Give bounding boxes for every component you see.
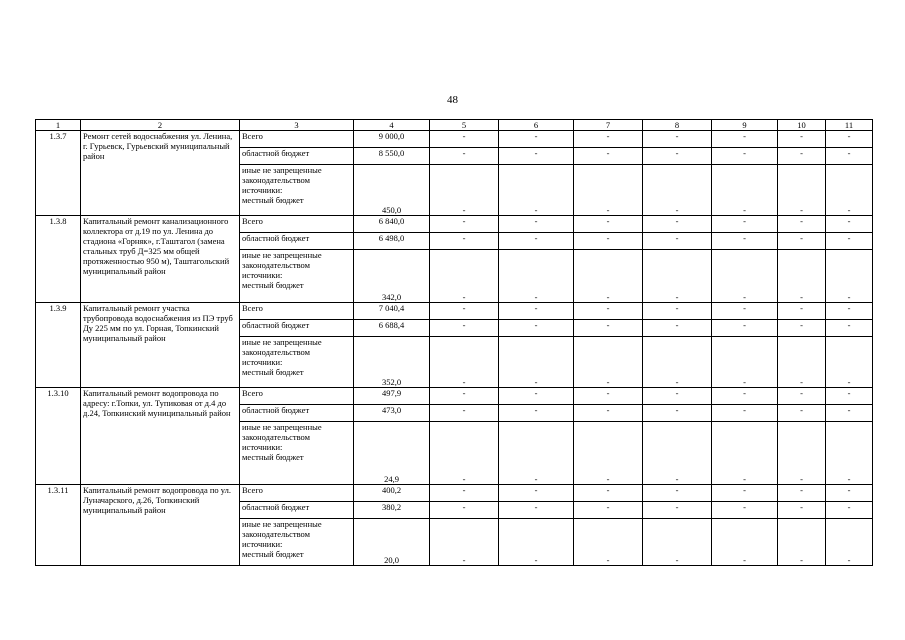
dash-cell: - xyxy=(778,320,826,337)
item-number: 1.3.11 xyxy=(36,485,81,566)
dash-cell: - xyxy=(826,303,873,320)
dash-cell: - xyxy=(643,233,712,250)
dash-cell: - xyxy=(430,233,499,250)
dash-cell: - xyxy=(826,337,873,388)
dash-cell: - xyxy=(499,165,574,216)
dash-cell: - xyxy=(712,519,778,566)
source-cell-other xyxy=(240,519,354,566)
dash-cell: - xyxy=(643,502,712,519)
dash-cell: - xyxy=(430,485,499,502)
dash-cell: - xyxy=(430,148,499,165)
value-total: 497,9 xyxy=(354,388,430,405)
column-number: 11 xyxy=(826,120,873,131)
dash-cell: - xyxy=(643,337,712,388)
dash-cell: - xyxy=(778,519,826,566)
value-total: 6 840,0 xyxy=(354,216,430,233)
dash-cell: - xyxy=(778,148,826,165)
dash-cell: - xyxy=(826,165,873,216)
dash-cell: - xyxy=(574,148,643,165)
dash-cell: - xyxy=(826,405,873,422)
table-row xyxy=(36,131,873,148)
source-label-local: местный бюджет xyxy=(242,452,304,462)
item-number: 1.3.10 xyxy=(36,388,81,485)
item-name: Ремонт сетей водоснабжения ул. Ленина, г. Гурьевск, Гурьевский муниципальный район xyxy=(81,131,240,216)
dash-cell: - xyxy=(499,320,574,337)
dash-cell: - xyxy=(778,165,826,216)
dash-cell: - xyxy=(643,422,712,485)
dash-cell: - xyxy=(826,388,873,405)
dash-cell: - xyxy=(574,519,643,566)
column-number: 3 xyxy=(240,120,354,131)
column-number: 4 xyxy=(354,120,430,131)
dash-cell: - xyxy=(712,131,778,148)
dash-cell: - xyxy=(778,405,826,422)
dash-cell: - xyxy=(430,388,499,405)
value-local: 352,0 xyxy=(354,337,430,388)
value-total: 7 040,4 xyxy=(354,303,430,320)
dash-cell: - xyxy=(574,233,643,250)
value-regional: 473,0 xyxy=(354,405,430,422)
dash-cell: - xyxy=(826,216,873,233)
item-number: 1.3.7 xyxy=(36,131,81,216)
dash-cell: - xyxy=(574,320,643,337)
item-name: Капитальный ремонт участка трубопровода водоснабжения из ПЭ труб Ду 225 мм по ул. Горная, Топкинский муниципальный район xyxy=(81,303,240,388)
dash-cell: - xyxy=(778,216,826,233)
dash-cell: - xyxy=(712,485,778,502)
page-number: 48 xyxy=(447,94,458,106)
dash-cell: - xyxy=(499,233,574,250)
item-number: 1.3.9 xyxy=(36,303,81,388)
dash-cell: - xyxy=(643,216,712,233)
source-label-total: Всего xyxy=(240,388,354,405)
value-regional: 6 498,0 xyxy=(354,233,430,250)
source-label-regional: областной бюджет xyxy=(240,502,354,519)
dash-cell: - xyxy=(574,250,643,303)
source-label-local: местный бюджет xyxy=(242,367,304,377)
dash-cell: - xyxy=(643,388,712,405)
dash-cell: - xyxy=(826,502,873,519)
dash-cell: - xyxy=(643,250,712,303)
dash-cell: - xyxy=(712,388,778,405)
column-number-row xyxy=(36,120,873,131)
dash-cell: - xyxy=(826,131,873,148)
dash-cell: - xyxy=(778,388,826,405)
dash-cell: - xyxy=(574,165,643,216)
column-number: 10 xyxy=(778,120,826,131)
source-label-other: иные не запрещенные законодательством источники: xyxy=(242,519,322,549)
column-number: 9 xyxy=(712,120,778,131)
source-label-regional: областной бюджет xyxy=(240,148,354,165)
dash-cell: - xyxy=(499,519,574,566)
dash-cell: - xyxy=(499,216,574,233)
dash-cell: - xyxy=(643,485,712,502)
dash-cell: - xyxy=(643,320,712,337)
dash-cell: - xyxy=(574,502,643,519)
value-total: 9 000,0 xyxy=(354,131,430,148)
dash-cell: - xyxy=(712,250,778,303)
column-number: 1 xyxy=(36,120,81,131)
dash-cell: - xyxy=(430,405,499,422)
dash-cell: - xyxy=(712,303,778,320)
value-local: 342,0 xyxy=(354,250,430,303)
dash-cell: - xyxy=(826,250,873,303)
dash-cell: - xyxy=(430,165,499,216)
dash-cell: - xyxy=(430,337,499,388)
dash-cell: - xyxy=(826,519,873,566)
dash-cell: - xyxy=(430,250,499,303)
dash-cell: - xyxy=(430,216,499,233)
budget-table xyxy=(35,119,873,566)
dash-cell: - xyxy=(574,405,643,422)
dash-cell: - xyxy=(499,485,574,502)
dash-cell: - xyxy=(430,131,499,148)
dash-cell: - xyxy=(826,485,873,502)
dash-cell: - xyxy=(430,320,499,337)
dash-cell: - xyxy=(574,485,643,502)
dash-cell: - xyxy=(574,131,643,148)
source-label-regional: областной бюджет xyxy=(240,405,354,422)
dash-cell: - xyxy=(430,422,499,485)
dash-cell: - xyxy=(643,405,712,422)
value-local: 24,9 xyxy=(354,422,430,485)
column-number: 2 xyxy=(81,120,240,131)
value-local: 20,0 xyxy=(354,519,430,566)
table-row xyxy=(36,216,873,233)
dash-cell: - xyxy=(574,422,643,485)
table-row xyxy=(36,303,873,320)
source-cell-other xyxy=(240,337,354,388)
dash-cell: - xyxy=(574,388,643,405)
dash-cell: - xyxy=(826,148,873,165)
dash-cell: - xyxy=(778,303,826,320)
dash-cell: - xyxy=(712,320,778,337)
dash-cell: - xyxy=(574,303,643,320)
column-number: 8 xyxy=(643,120,712,131)
source-label-other: иные не запрещенные законодательством источники: xyxy=(242,250,322,280)
dash-cell: - xyxy=(499,131,574,148)
dash-cell: - xyxy=(574,337,643,388)
source-label-other: иные не запрещенные законодательством источники: xyxy=(242,422,322,452)
dash-cell: - xyxy=(643,519,712,566)
dash-cell: - xyxy=(712,405,778,422)
column-number: 7 xyxy=(574,120,643,131)
item-name: Капитальный ремонт канализационного коллектора от д.19 по ул. Ленина до стадиона «Горняк», г.Таштагол (замена стальных труб Д=325 мм общей протяженностью 950 м), Таштагольский муниципальный район xyxy=(81,216,240,303)
dash-cell: - xyxy=(643,131,712,148)
table-row xyxy=(36,388,873,405)
dash-cell: - xyxy=(712,422,778,485)
source-label-local: местный бюджет xyxy=(242,280,304,290)
value-total: 400,2 xyxy=(354,485,430,502)
dash-cell: - xyxy=(778,250,826,303)
source-label-total: Всего xyxy=(240,303,354,320)
source-label-regional: областной бюджет xyxy=(240,320,354,337)
value-regional: 8 550,0 xyxy=(354,148,430,165)
value-local: 450,0 xyxy=(354,165,430,216)
dash-cell: - xyxy=(712,148,778,165)
dash-cell: - xyxy=(499,388,574,405)
dash-cell: - xyxy=(712,216,778,233)
value-regional: 380,2 xyxy=(354,502,430,519)
dash-cell: - xyxy=(712,337,778,388)
source-label-regional: областной бюджет xyxy=(240,233,354,250)
dash-cell: - xyxy=(499,148,574,165)
dash-cell: - xyxy=(499,250,574,303)
dash-cell: - xyxy=(826,233,873,250)
source-label-total: Всего xyxy=(240,131,354,148)
dash-cell: - xyxy=(712,165,778,216)
dash-cell: - xyxy=(499,337,574,388)
dash-cell: - xyxy=(499,422,574,485)
dash-cell: - xyxy=(826,422,873,485)
dash-cell: - xyxy=(826,320,873,337)
dash-cell: - xyxy=(778,131,826,148)
source-cell-other xyxy=(240,250,354,303)
source-label-other: иные не запрещенные законодательством источники: xyxy=(242,165,322,195)
item-name: Капитальный ремонт водопровода по адресу: г.Топки, ул. Тупиковая от д.4 до д.24, Топкинский муниципальный район xyxy=(81,388,240,485)
source-cell-other xyxy=(240,165,354,216)
source-label-total: Всего xyxy=(240,216,354,233)
value-regional: 6 688,4 xyxy=(354,320,430,337)
table-row xyxy=(36,485,873,502)
dash-cell: - xyxy=(499,405,574,422)
dash-cell: - xyxy=(499,303,574,320)
dash-cell: - xyxy=(643,303,712,320)
dash-cell: - xyxy=(712,233,778,250)
column-number: 6 xyxy=(499,120,574,131)
dash-cell: - xyxy=(574,216,643,233)
dash-cell: - xyxy=(430,303,499,320)
dash-cell: - xyxy=(499,502,574,519)
source-label-local: местный бюджет xyxy=(242,195,304,205)
dash-cell: - xyxy=(430,519,499,566)
source-label-total: Всего xyxy=(240,485,354,502)
dash-cell: - xyxy=(430,502,499,519)
column-number: 5 xyxy=(430,120,499,131)
dash-cell: - xyxy=(712,502,778,519)
item-name: Капитальный ремонт водопровода по ул. Луначарского, д.26, Топкинский муниципальный район xyxy=(81,485,240,566)
dash-cell: - xyxy=(643,165,712,216)
dash-cell: - xyxy=(778,422,826,485)
dash-cell: - xyxy=(778,485,826,502)
source-cell-other xyxy=(240,422,354,485)
source-label-other: иные не запрещенные законодательством источники: xyxy=(242,337,322,367)
dash-cell: - xyxy=(778,233,826,250)
dash-cell: - xyxy=(778,502,826,519)
item-number: 1.3.8 xyxy=(36,216,81,303)
dash-cell: - xyxy=(643,148,712,165)
dash-cell: - xyxy=(778,337,826,388)
source-label-local: местный бюджет xyxy=(242,549,304,559)
